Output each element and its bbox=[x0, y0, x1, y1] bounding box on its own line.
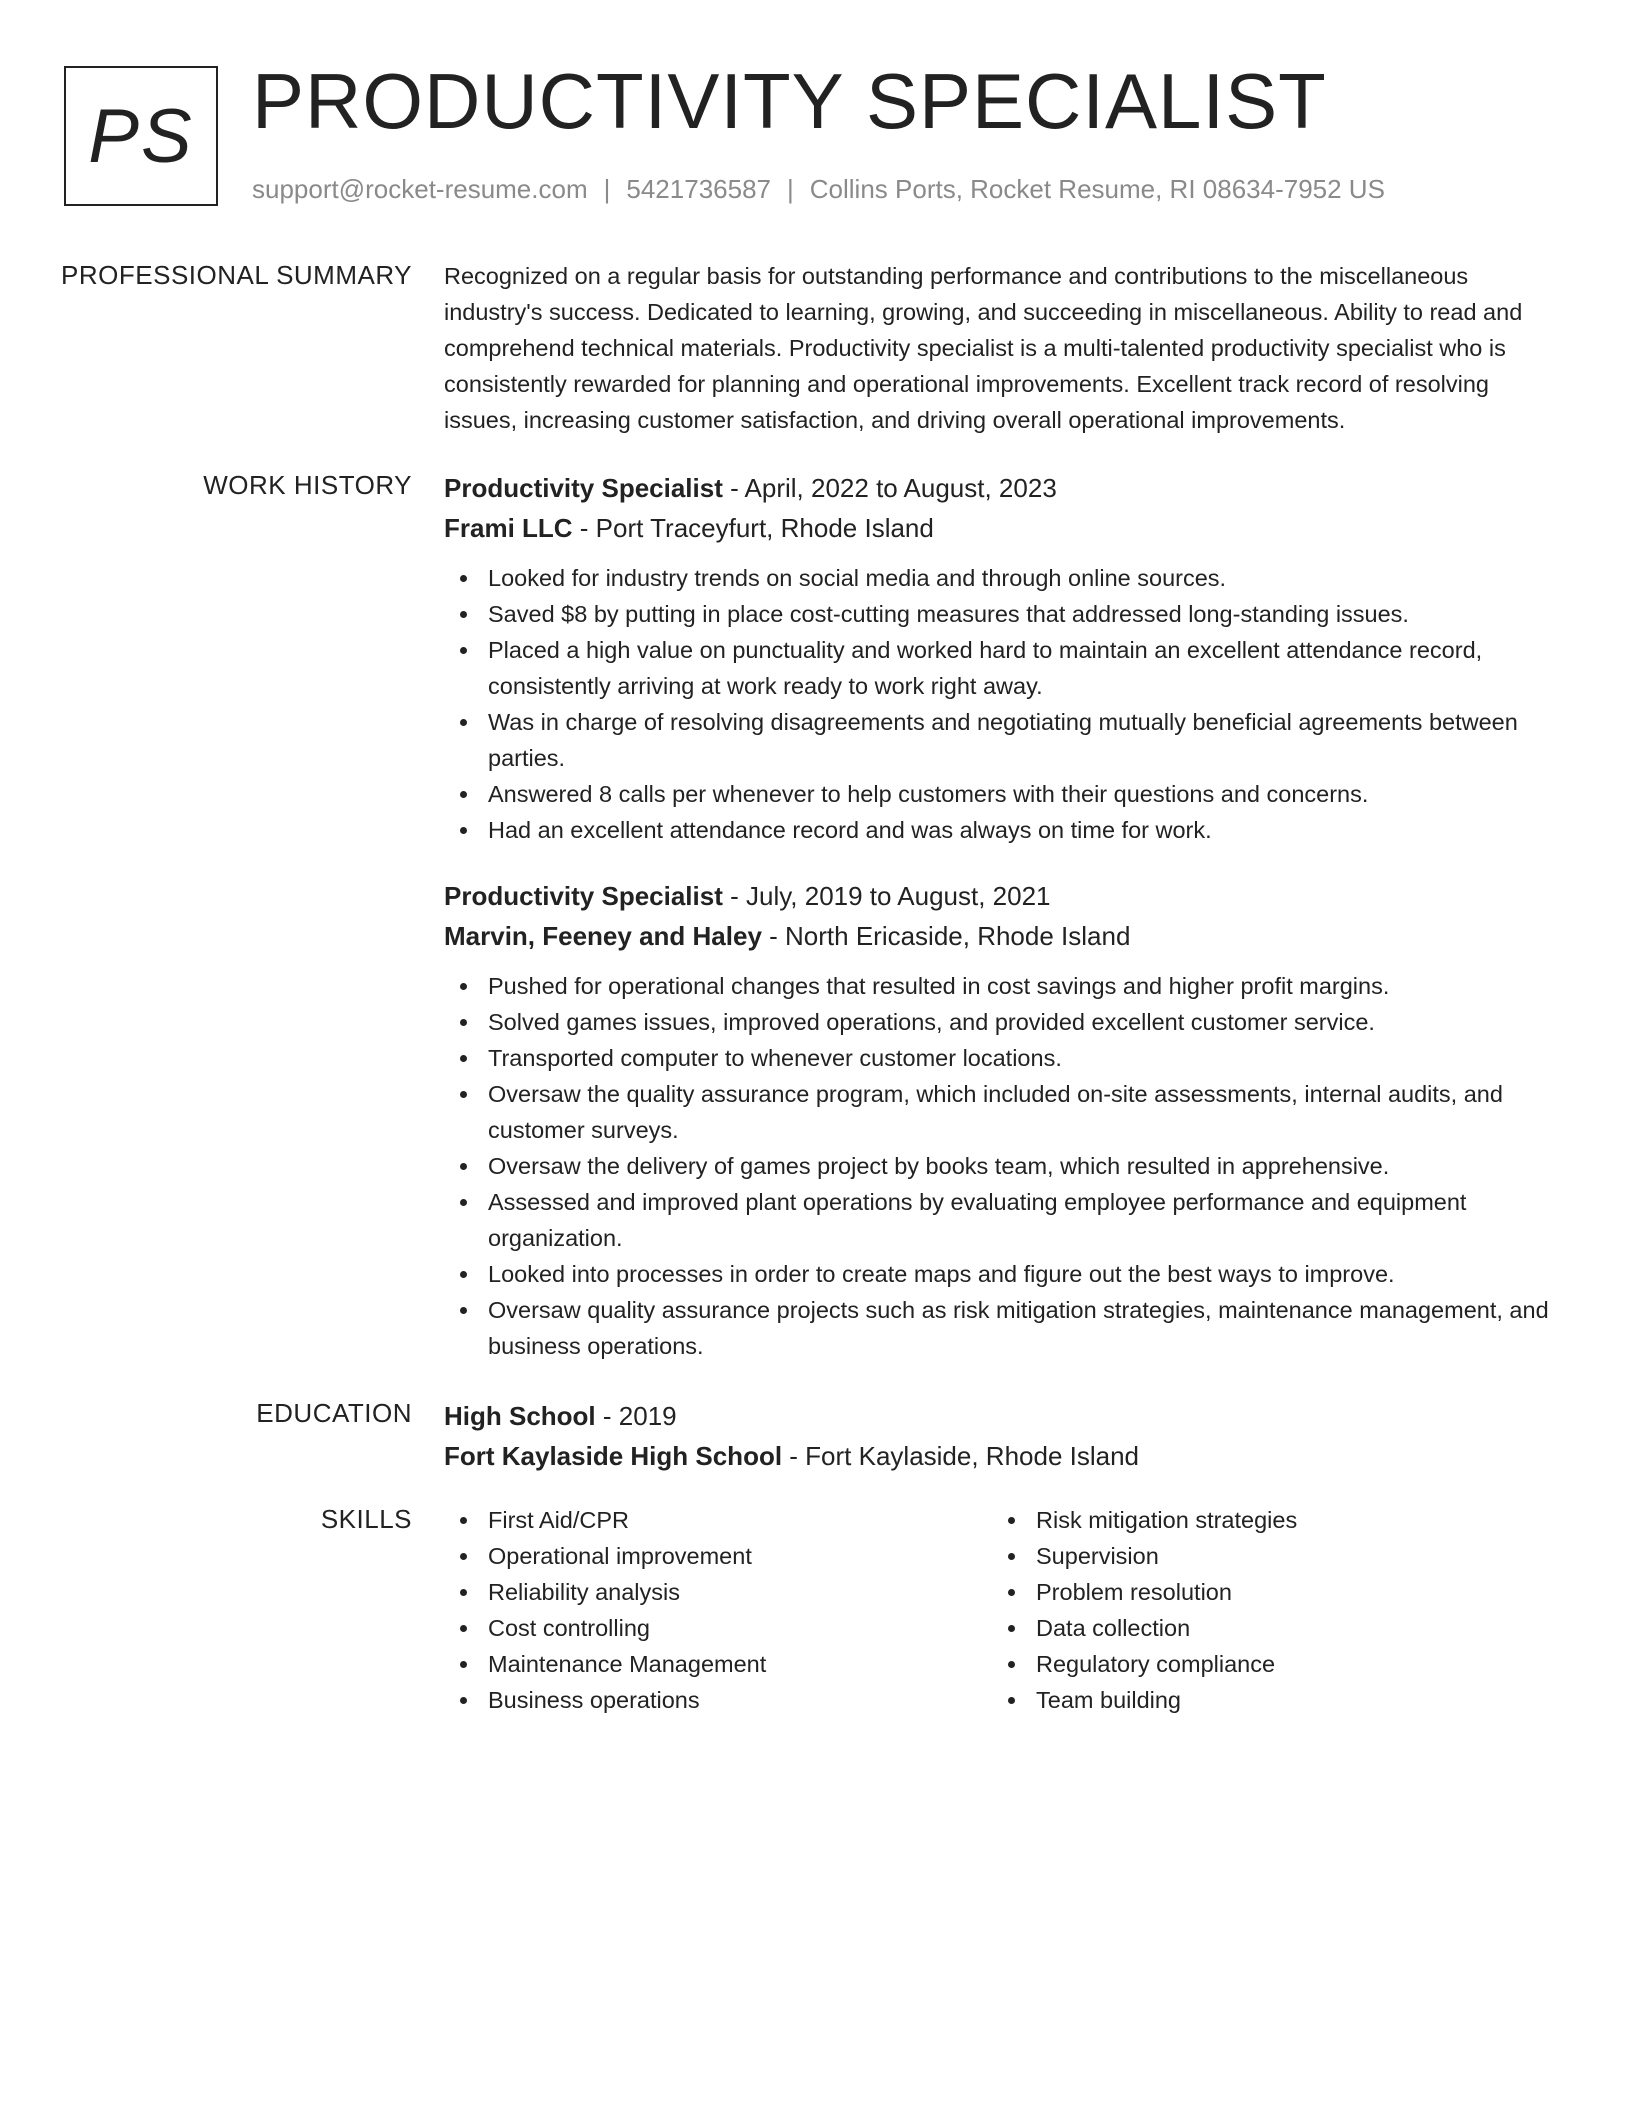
job-title-line bbox=[444, 468, 1564, 508]
job-dates: - April, 2022 to August, 2023 bbox=[722, 473, 1057, 503]
job-company-line bbox=[444, 916, 1564, 956]
job-duties-list bbox=[444, 560, 1564, 848]
education-location: - Fort Kaylaside, Rhode Island bbox=[782, 1441, 1140, 1471]
list-item: Assessed and improved plant operations by evaluating employee performance and equipment organization. bbox=[488, 1184, 1564, 1256]
section-heading-summary: PROFESSIONAL SUMMARY bbox=[61, 260, 412, 290]
skill-item: Problem resolution bbox=[1036, 1574, 1536, 1610]
contact-phone: 5421736587 bbox=[626, 174, 771, 204]
skill-item: Team building bbox=[1036, 1682, 1536, 1718]
skill-item: Business operations bbox=[488, 1682, 988, 1718]
job-company: Marvin, Feeney and Haley bbox=[444, 921, 762, 951]
education-year: - 2019 bbox=[595, 1401, 677, 1431]
initials: PS bbox=[88, 93, 194, 179]
skill-item: Operational improvement bbox=[488, 1538, 988, 1574]
list-item: Saved $8 by putting in place cost-cutting measures that addressed long-standing issues. bbox=[488, 596, 1564, 632]
list-item: Answered 8 calls per whenever to help customers with their questions and concerns. bbox=[488, 776, 1564, 812]
job-entry bbox=[444, 468, 1564, 848]
education-degree-line bbox=[444, 1396, 1564, 1436]
section-heading-work-history: WORK HISTORY bbox=[203, 470, 412, 500]
contact-line bbox=[252, 172, 1385, 206]
job-dates: - July, 2019 to August, 2021 bbox=[722, 881, 1051, 911]
job-location: - North Ericaside, Rhode Island bbox=[761, 921, 1131, 951]
job-title: Productivity Specialist bbox=[444, 473, 723, 503]
section-heading-skills: SKILLS bbox=[320, 1504, 412, 1534]
skill-item: Risk mitigation strategies bbox=[1036, 1502, 1536, 1538]
job-location: - Port Traceyfurt, Rhode Island bbox=[572, 513, 934, 543]
education-school-line bbox=[444, 1436, 1564, 1476]
education-degree: High School bbox=[444, 1401, 596, 1431]
list-item: Transported computer to whenever customer locations. bbox=[488, 1040, 1564, 1076]
list-item: Oversaw quality assurance projects such as risk mitigation strategies, maintenance management, and business operations. bbox=[488, 1292, 1564, 1364]
contact-email: support@rocket-resume.com bbox=[252, 174, 588, 204]
job-company: Frami LLC bbox=[444, 513, 573, 543]
contact-separator: | bbox=[603, 174, 611, 204]
job-title: Productivity Specialist bbox=[444, 881, 723, 911]
skill-item: Regulatory compliance bbox=[1036, 1646, 1536, 1682]
list-item: Was in charge of resolving disagreements and negotiating mutually beneficial agreements between parties. bbox=[488, 704, 1564, 776]
skill-item: Maintenance Management bbox=[488, 1646, 988, 1682]
skills-columns bbox=[444, 1502, 1564, 1718]
skill-item: Supervision bbox=[1036, 1538, 1536, 1574]
job-duties-list bbox=[444, 968, 1564, 1364]
list-item: Had an excellent attendance record and was always on time for work. bbox=[488, 812, 1564, 848]
list-item: Looked for industry trends on social media and through online sources. bbox=[488, 560, 1564, 596]
list-item: Pushed for operational changes that resulted in cost savings and higher profit margins. bbox=[488, 968, 1564, 1004]
list-item: Solved games issues, improved operations, and provided excellent customer service. bbox=[488, 1004, 1564, 1040]
job-title-line bbox=[444, 876, 1564, 916]
section-heading-education: EDUCATION bbox=[256, 1398, 412, 1428]
list-item: Looked into processes in order to create maps and figure out the best ways to improve. bbox=[488, 1256, 1564, 1292]
monogram-logo bbox=[64, 66, 218, 206]
skills-list-left bbox=[444, 1502, 988, 1718]
page-title: PRODUCTIVITY SPECIALIST bbox=[252, 57, 1327, 145]
skill-item: Cost controlling bbox=[488, 1610, 988, 1646]
job-company-line bbox=[444, 508, 1564, 548]
skill-item: Data collection bbox=[1036, 1610, 1536, 1646]
skill-item: First Aid/CPR bbox=[488, 1502, 988, 1538]
contact-separator: | bbox=[787, 174, 794, 204]
list-item: Placed a high value on punctuality and worked hard to maintain an excellent attendance record, consistently arriving at work ready to work right away. bbox=[488, 632, 1564, 704]
contact-address: Collins Ports, Rocket Resume, RI 08634-7952 US bbox=[809, 174, 1385, 204]
skill-item: Reliability analysis bbox=[488, 1574, 988, 1610]
summary-text: Recognized on a regular basis for outstanding performance and contributions to the miscellaneous industry's success. Dedicated to learning, growing, and succeeding in miscellaneous. Ability to read and comprehend technical materials. Productivity specialist is a multi-talented productivity specialist who is consistently rewarded for planning and operational improvements. Excellent track record of resolving issues, increasing customer satisfaction, and driving overall operational improvements. bbox=[444, 263, 1523, 433]
list-item: Oversaw the delivery of games project by books team, which resulted in apprehensive. bbox=[488, 1148, 1564, 1184]
skills-list-right bbox=[988, 1502, 1536, 1718]
job-entry bbox=[444, 876, 1564, 1364]
education-school: Fort Kaylaside High School bbox=[444, 1441, 783, 1471]
list-item: Oversaw the quality assurance program, which included on-site assessments, internal audits, and customer surveys. bbox=[488, 1076, 1564, 1148]
